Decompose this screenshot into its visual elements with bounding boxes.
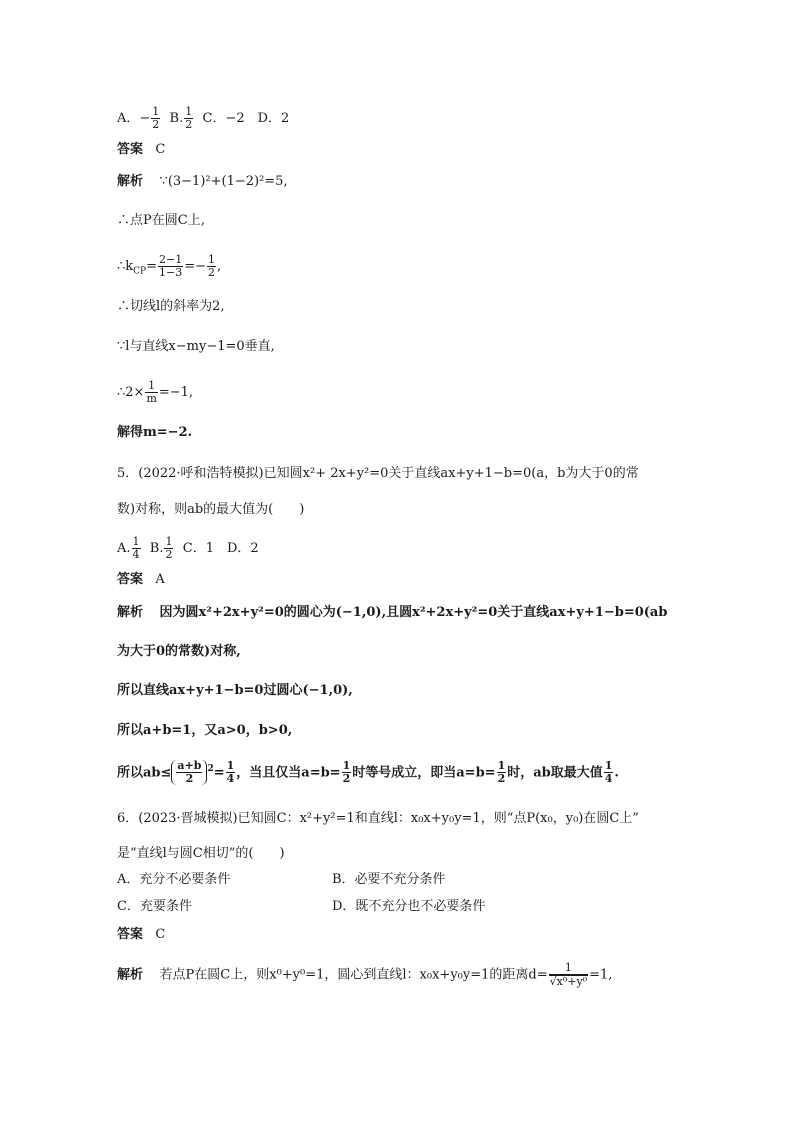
q5-answer (117, 571, 165, 589)
option-d: D．既不充分也不必要条件 (332, 899, 486, 914)
answer-label: 答案 (117, 927, 144, 942)
q4-options-rest: C．−2 D．2 (202, 111, 290, 126)
denominator: m (146, 392, 157, 405)
numerator: 2−1 (159, 253, 183, 266)
denominator: 2 (185, 772, 194, 786)
option-a-prefix: A. (117, 541, 131, 556)
q6-options-row-1 (117, 871, 677, 889)
q6-stem-line-1 (117, 810, 639, 828)
question-text: 是“直线l与圆C相切”的( ) (117, 846, 285, 861)
q4-solution-line-7 (117, 424, 192, 442)
numerator: 1 (342, 759, 351, 773)
q4-solution-line-1 (117, 173, 288, 191)
solution-text: 时，ab取最大值 (507, 765, 603, 781)
denominator: 2 (208, 266, 216, 279)
solution-text: =1, (589, 967, 613, 983)
exponent: 2 (207, 764, 214, 774)
fraction (145, 380, 157, 405)
option-b-fraction (164, 536, 173, 561)
solution-text: = (213, 765, 225, 781)
solution-text: ∴2× (117, 385, 145, 400)
solution-text: 所以直线ax+y+1−b=0过圆心(−1,0), (117, 683, 353, 698)
q4-solution-line-4 (117, 298, 225, 316)
numerator: 1 (549, 962, 588, 975)
solution-label: 解析 (117, 605, 144, 620)
q6-answer (117, 926, 165, 944)
q4-option-b-prefix: B. (169, 111, 184, 126)
solution-text: =−1, (158, 385, 194, 400)
option-c: C．充要条件 (117, 899, 192, 914)
denominator: 2 (342, 772, 351, 786)
q5-options (117, 536, 259, 561)
question-text: 5．(2022·呼和浩特模拟)已知圆x²+ 2x+y²=0关于直线ax+y+1−b=0(a，b为大于0的常 (117, 466, 639, 481)
q5-solution-line-3 (117, 682, 353, 700)
solution-text: 若点P在圆C上，则x⁰+y⁰=1，圆心到直线l：x₀x+y₀y=1的距离d= (159, 967, 548, 983)
answer-label: 答案 (117, 572, 144, 587)
answer-value: C (155, 142, 166, 157)
numerator: a+b (177, 759, 202, 773)
solution-text: ∵(3−1)²+(1−2)²=5, (159, 174, 288, 189)
option-b: B．必要不充分条件 (332, 872, 446, 887)
solution-text: = (146, 259, 158, 274)
numerator: 1 (208, 253, 216, 266)
solution-text: . (614, 765, 619, 781)
fraction (342, 760, 352, 785)
solution-text: =− (184, 259, 207, 274)
solution-text: 所以a+b=1，又a>0，b>0, (117, 723, 293, 738)
q4-option-b-denominator: 2 (185, 118, 193, 131)
fraction (497, 760, 507, 785)
q6-stem-line-2 (117, 845, 285, 863)
q4-solution-line-2 (117, 212, 205, 230)
fraction (549, 962, 588, 988)
q6-solution-line-1 (117, 962, 612, 988)
answer-label: 答案 (117, 142, 144, 157)
numerator: 1 (604, 759, 613, 773)
solution-text: ∵l与直线x−my−1=0垂直, (117, 339, 275, 354)
fraction (176, 760, 202, 785)
q4-solution-line-6 (117, 380, 193, 405)
solution-text: ∴点P在圆C上, (117, 213, 205, 228)
solution-label: 解析 (117, 967, 144, 983)
solution-text: 所以ab≤ (117, 765, 172, 781)
question-text: 6．(2023·晋城模拟)已知圆C：x²+y²=1和直线l：x₀x+y₀y=1，则“点P(x₀，y₀)在圆C上” (117, 811, 639, 826)
solution-text: ∴切线l的斜率为2, (117, 299, 225, 314)
q4-option-b-fraction (184, 106, 193, 131)
q4-answer (117, 141, 165, 159)
denominator: 1−3 (159, 266, 183, 279)
fraction (207, 254, 216, 279)
option-a-fraction (132, 536, 141, 561)
q5-stem-line-2 (117, 501, 304, 519)
q4-solution-line-3 (117, 254, 221, 281)
parenthesized-fraction (171, 760, 207, 785)
q5-solution-line-2 (117, 643, 241, 661)
numerator: 1 (226, 759, 235, 773)
denominator: 4 (226, 772, 235, 786)
denominator: √x⁰+y⁰ (549, 975, 588, 988)
denominator: 2 (497, 772, 506, 786)
option-a: A．充分不必要条件 (117, 872, 231, 887)
q4-option-a-prefix: A．− (117, 111, 151, 126)
numerator: 1 (497, 759, 506, 773)
q4-options (117, 106, 289, 131)
q5-solution-line-1 (117, 604, 667, 622)
q5-solution-line-4 (117, 722, 292, 740)
numerator: 1 (132, 535, 140, 548)
q5-solution-line-5 (117, 760, 619, 785)
solution-text: ∴k (117, 259, 134, 274)
answer-value: C (155, 927, 166, 942)
numerator: 1 (165, 535, 173, 548)
solution-text: ，当且仅当a=b= (236, 765, 341, 781)
solution-text: 时等号成立，即当a=b= (352, 765, 496, 781)
q4-option-a-numerator: 1 (152, 105, 160, 118)
q4-option-a-fraction (151, 106, 160, 131)
denominator: 4 (132, 548, 140, 561)
answer-value: A (155, 572, 165, 587)
q4-option-a-denominator: 2 (152, 118, 160, 131)
denominator: 4 (604, 772, 613, 786)
fraction (158, 254, 183, 279)
solution-text: 因为圆x²+2x+y²=0的圆心为(−1,0),且圆x²+2x+y²=0关于直线ax+y+1−b=0(ab (159, 605, 668, 620)
options-rest: C．1 D．2 (182, 541, 259, 556)
solution-text: 解得m=−2. (117, 425, 193, 440)
fraction (226, 760, 236, 785)
q4-solution-line-5 (117, 338, 275, 356)
q5-stem-line-1 (117, 465, 639, 483)
solution-text: 为大于0的常数)对称, (117, 644, 241, 659)
fraction (604, 760, 614, 785)
solution-label: 解析 (117, 174, 144, 189)
option-b-prefix: B. (149, 541, 164, 556)
q6-options-row-2 (117, 898, 677, 916)
solution-text: , (217, 259, 222, 274)
numerator: 1 (145, 380, 157, 393)
subscript: CP (133, 266, 147, 277)
question-text: 数)对称，则ab的最大值为( ) (117, 502, 305, 517)
denominator: 2 (165, 548, 173, 561)
q4-option-b-numerator: 1 (185, 105, 193, 118)
